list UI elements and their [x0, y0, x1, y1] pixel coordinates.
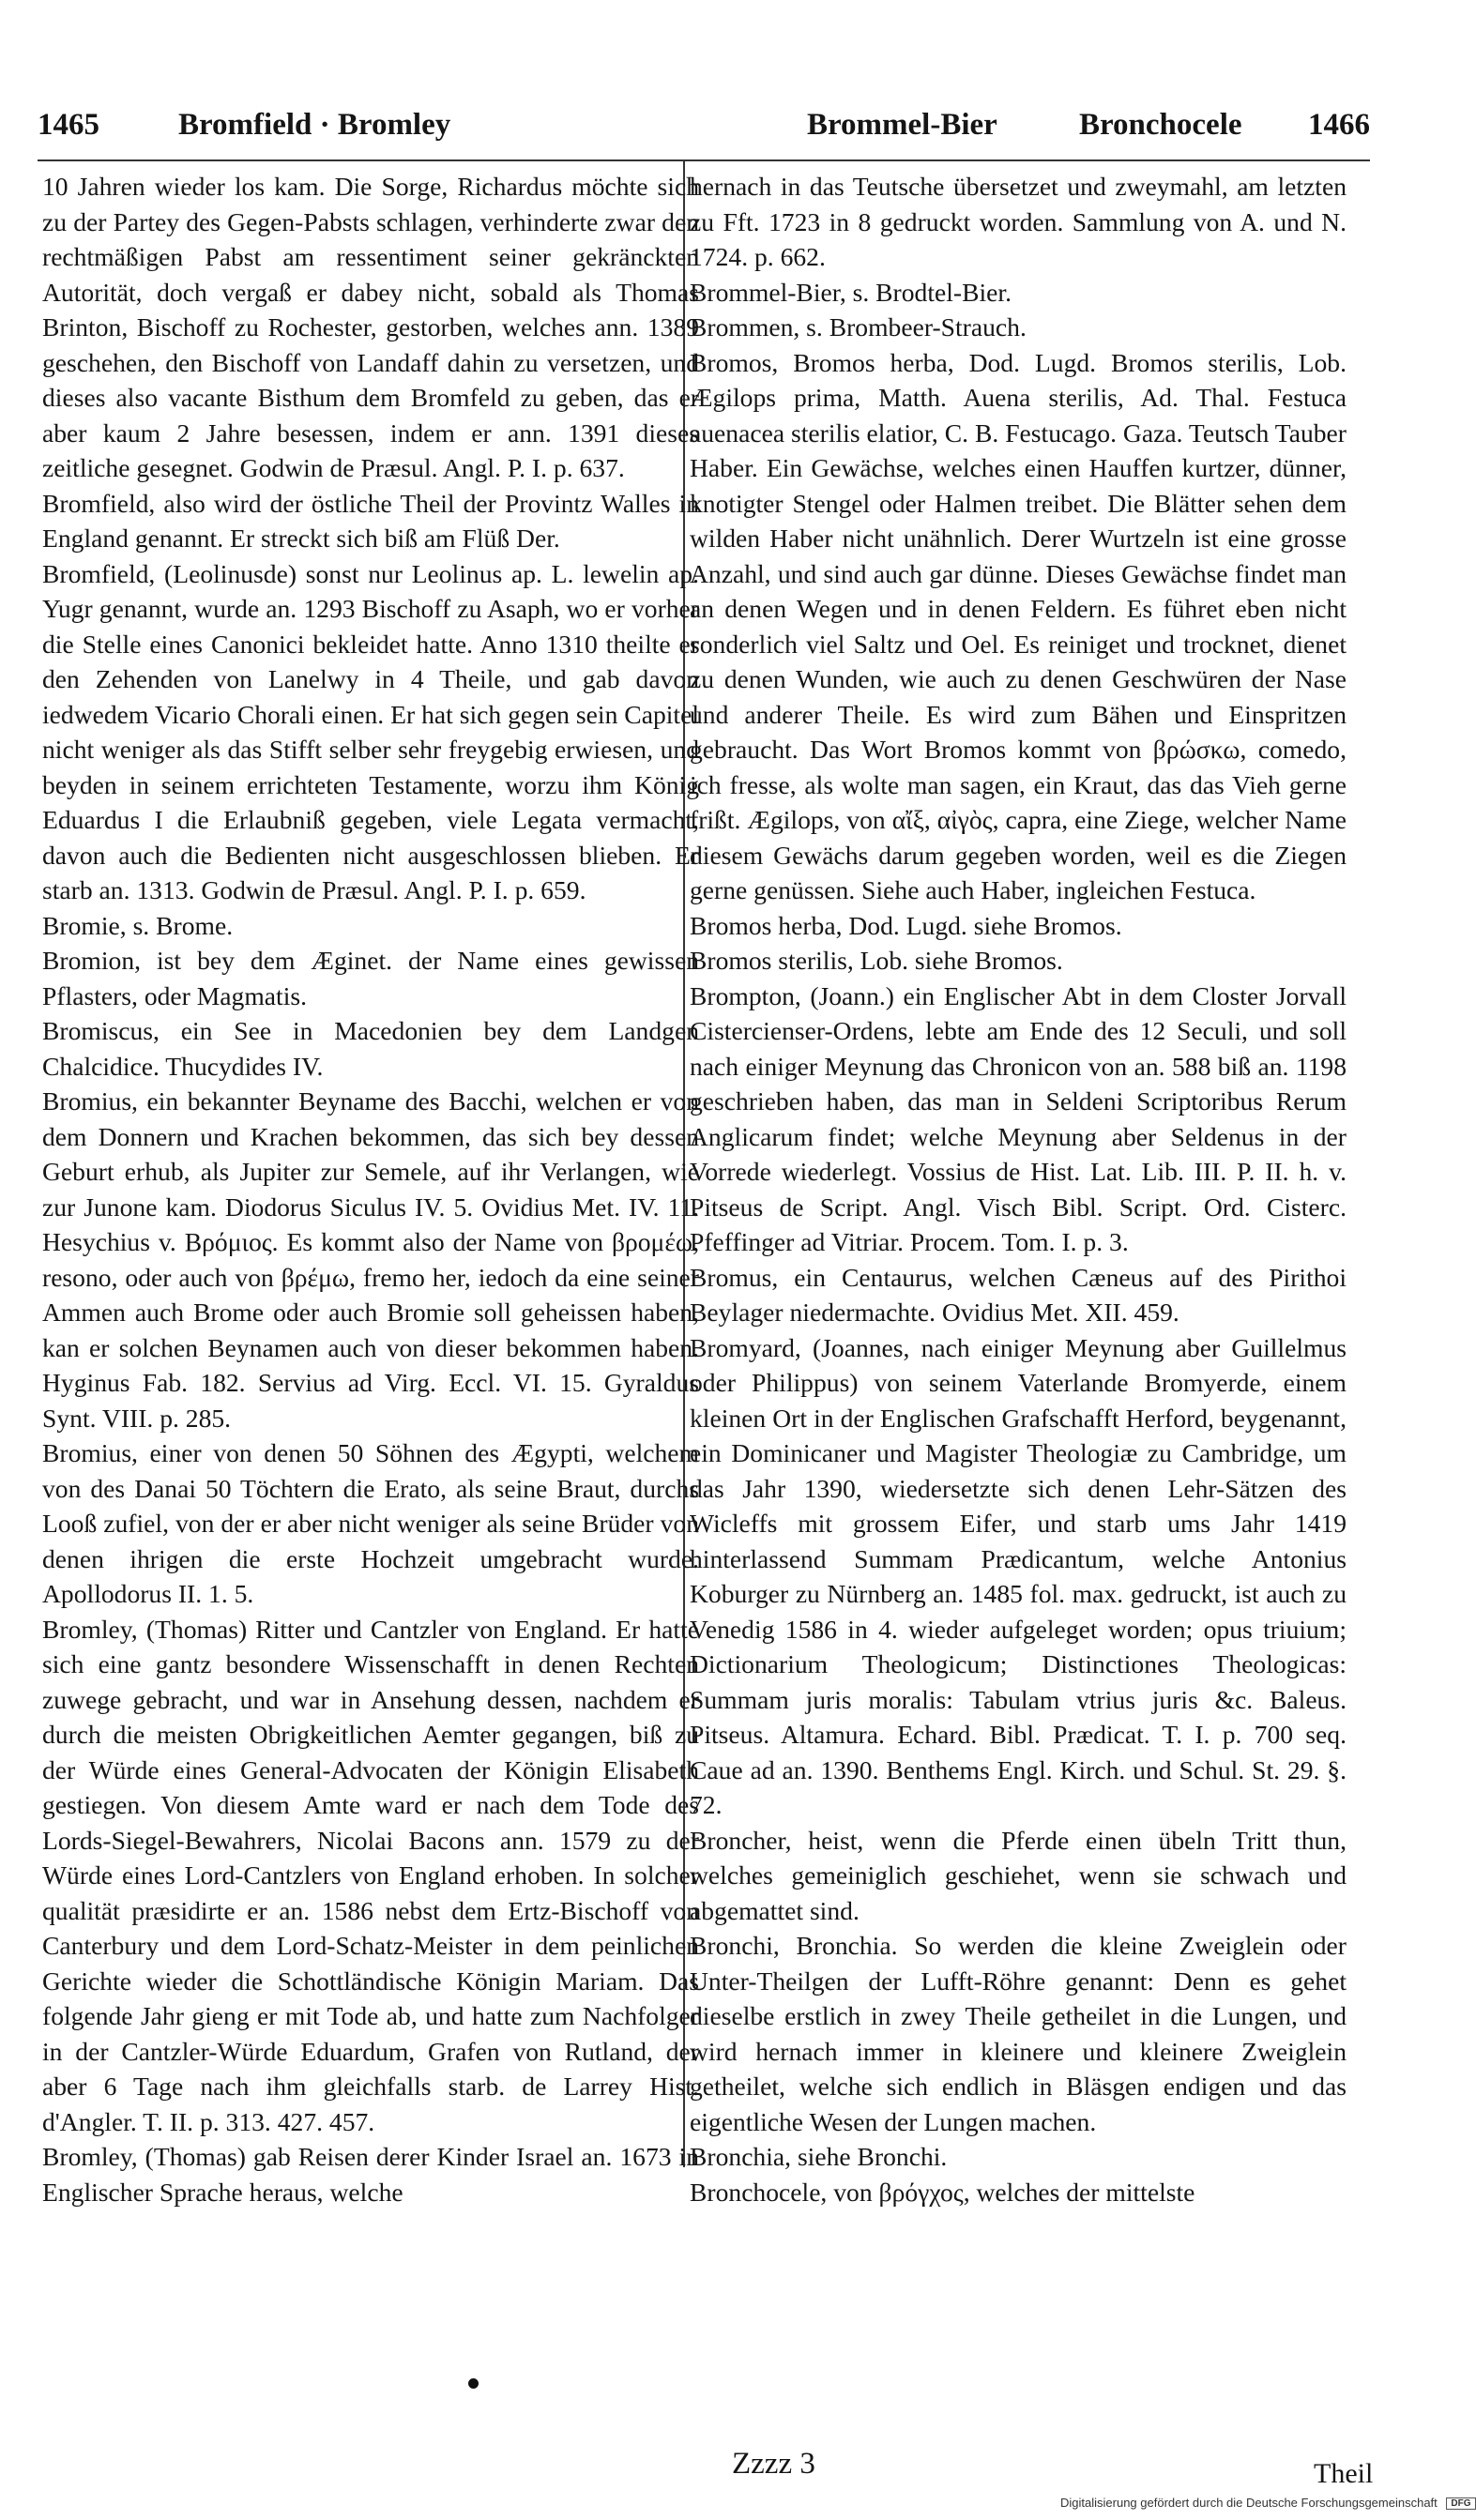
entry-paragraph: Bromiscus, ein See in Macedonien bey dem Landgen Chalcidice. Thucydides IV.: [42, 1016, 699, 1081]
entry-paragraph: Bromie, s. Brome.: [42, 910, 234, 940]
page-header: [38, 99, 1370, 155]
digitization-footer: [1060, 2496, 1476, 2510]
entry-paragraph: 10 Jahren wieder los kam. Die Sorge, Richardus möchte sich zu der Partey des Gegen-Pabsts schlagen, verhinderte zwar den rechtmäßigen Pabst am ressentiment seiner gekränckten Autorität, doch vergaß er dabey nicht, sobald als Thomas Brinton, Bischoff zu Rochester, gestorben, welches ann. 1389 geschehen, den Bischoff von Landaff dahin zu versetzen, und dieses also vacante Bisthum dem Bromfeld zu geben, das er aber kaum 2 Jahre besessen, indem er ann. 1391 dieses zeitliche gesegnet. Godwin de Præsul. Angl. P. I. p. 637.: [42, 172, 699, 482]
catchword: Theil: [1314, 2458, 1374, 2489]
dfg-logo-icon: DFG: [1446, 2497, 1475, 2510]
entry-paragraph: Bronchocele, von βρόγχος, welches der mittelste: [690, 2177, 1195, 2207]
entry-paragraph: Bromos herba, Dod. Lugd. siehe Bromos.: [690, 910, 1122, 940]
entry-paragraph: Bromius, einer von denen 50 Söhnen des Ægypti, welchem von des Danai 50 Töchtern die Erato, als seine Braut, durchs Looß zufiel, von der er aber nicht weniger als seine Brüder von denen ihrigen die erste Hochzeit umgebracht wurde. Apollodorus II. 1. 5.: [42, 1438, 699, 1608]
entry-paragraph: hernach in das Teutsche übersetzet und zweymahl, am letzten zu Fft. 1723 in 8 gedruckt worden. Sammlung von A. und N. 1724. p. 662.: [690, 172, 1347, 271]
entry-paragraph: Bromyard, (Joannes, nach einiger Meynung aber Guillelmus oder Philippus) von seinem Vaterlande Bromyerde, einem kleinen Ort in der Englischen Grafschafft Herford, beygenannt, ein Dominicaner und Magister Theologiæ zu Cambridge, um das Jahr 1390, wiedersetzte sich denen Lehr-Sätzen des Wicleffs mit grossem Eifer, und starb ums Jahr 1419 hinterlassend Summam Prædicantum, welche Antonius Koburger zu Nürnberg an. 1485 fol. max. gedruckt, ist auch zu Venedig 1586 in 4. wieder aufgeleget worden; opus triuium; Dictionarium Theologicum; Distinctiones Theologicas: Summam juris moralis: Tabulam vtrius juris &c. Baleus. Pitseus. Altamura. Echard. Bibl. Prædicat. T. I. p. 700 seq. Caue ad an. 1390. Benthems Engl. Kirch. und Schul. St. 29. §. 72.: [690, 1332, 1347, 1819]
entry-paragraph: Bronchia, siehe Bronchi.: [690, 2142, 948, 2171]
entry-paragraph: Bromfield, (Leolinusde) sonst nur Leolinus ap. L. lewelin ap. Yugr genannt, wurde an. 1293 Bischoff zu Asaph, wo er vorher die Stelle eines Canonici bekleidet hatte. Anno 1310 theilte er den Zehenden von Lanelwy in 4 Theile, und gab davon iedwedem Vicario Chorali einen. Er hat sich gegen sein Capitel nicht weniger als das Stifft selber sehr freygebig erwiesen, und beyden in seinem errichteten Testamente, worzu ihm König Eduardus I die Erlaubniß gegeben, viele Legata vermacht, davon auch die Bedienten nicht ausgeschlossen blieben. Er starb an. 1313. Godwin de Præsul. Angl. P. I. p. 659.: [42, 558, 699, 904]
entry-paragraph: Bronchi, Bronchia. So werden die kleine Zweiglein oder Unter-Theilgen der Lufft-Röhre genannt: Denn es gehet dieselbe erstlich in zwey Theile getheilet in die Lungen, und wird hernach immer in kleinere und kleinere Zweiglein getheilet, welche sich endlich in Bläsgen endigen und das eigentliche Wesen der Lungen machen.: [690, 1931, 1347, 2136]
entry-paragraph: Bromfield, also wird der östliche Theil der Provintz Walles in England genannt. Er streckt sich biß am Flüß Der.: [42, 488, 699, 553]
entry-paragraph: Bromion, ist bey dem Æginet. der Name eines gewissen Pflasters, oder Magmatis.: [42, 946, 699, 1010]
entry-paragraph: Bromus, ein Centaurus, welchen Cæneus auf des Pirithoi Beylager niedermachte. Ovidius Met. XII. 459.: [690, 1262, 1347, 1327]
header-rule: [38, 159, 1370, 161]
entry-paragraph: Bromos sterilis, Lob. siehe Bromos.: [690, 946, 1063, 975]
entry-paragraph: Bromos, Bromos herba, Dod. Lugd. Bromos sterilis, Lob. Ægilops prima, Matth. Auena sterilis, Ad. Thal. Festuca auenacea sterilis elatior, C. B. Festucago. Gaza. Teutsch Tauber Haber. Ein Gewächse, welches einen Hauffen kurtzer, dünner, knotigter Stengel oder Halmen treibet. Die Blätter sehen dem wilden Haber nicht unähnlich. Derer Wurtzeln ist eine grosse Anzahl, und sind auch gar dünne. Dieses Gewächse findet man an denen Wegen und in denen Feldern. Es führet eben nicht sonderlich viel Saltz und Oel. Es reiniget und trocknet, dienet zu denen Wunden, wie auch zu denen Geschwüren der Nase und anderer Theile. Es wird zum Bähen und Einspritzen gebraucht. Das Wort Bromos kommt von βρώσκω, comedo, ich fresse, als wolte man sagen, ein Kraut, das das Vieh gerne frißt. Ægilops, von αἴξ, αἰγὸς, capra, eine Ziege, welcher Name diesem Gewächs darum gegeben worden, weil es die Ziegen gerne genüssen. Siehe auch Haber, ingleichen Festuca.: [690, 347, 1347, 904]
right-running-title-2: Bronchocele: [1079, 108, 1242, 142]
right-column: [690, 169, 1347, 2209]
left-page-number: 1465: [38, 108, 99, 142]
entry-paragraph: Brompton, (Joann.) ein Englischer Abt in dem Closter Jorvall Cistercienser-Ordens, lebte am Ende des 12 Seculi, und soll nach einiger Meynung das Chronicon von an. 588 biß an. 1198 geschrieben haben, das man in Seldeni Scriptoribus Rerum Anglicarum findet; welche Meynung aber Seldenus in der Vorrede wiederlegt. Vossius de Hist. Lat. Lib. III. P. II. h. v. Pitseus de Script. Angl. Visch Bibl. Script. Ord. Cisterc. Pfeffinger ad Vitriar. Procem. Tom. I. p. 3.: [690, 980, 1347, 1256]
entry-paragraph: Brommen, s. Brombeer-Strauch.: [690, 312, 1027, 342]
entry-paragraph: Bromius, ein bekannter Beyname des Bacchi, welchen er von dem Donnern und Krachen bekommen, das sich bey dessen Geburt erhub, als Jupiter zur Semele, auf ihr Verlangen, wie zur Junone kam. Diodorus Siculus IV. 5. Ovidius Met. IV. 11. Hesychius v. Βρόμιος. Es kommt also der Name von βρομέω, resono, oder auch von βρέμω, fremo her, iedoch da eine seiner Ammen auch Brome oder auch Bromie soll geheissen haben, kan er solchen Beynamen auch von dieser bekommen haben. Hyginus Fab. 182. Servius ad Virg. Eccl. VI. 15. Gyraldus Synt. VIII. p. 285.: [42, 1086, 699, 1433]
entry-paragraph: Brommel-Bier, s. Brodtel-Bier.: [690, 277, 1012, 307]
signature-mark: Zzzz 3: [732, 2447, 815, 2481]
left-column: [42, 169, 699, 2209]
right-running-title-1: Brommel-Bier: [807, 108, 997, 142]
footer-text: Digitalisierung gefördert durch die Deutsche Forschungsgemeinschaft: [1060, 2496, 1438, 2510]
entry-paragraph: Broncher, heist, wenn die Pferde einen übeln Tritt thun, welches gemeiniglich geschiehet, wenn sie schwach und abgemattet sind.: [690, 1825, 1347, 1925]
entry-paragraph: Bromley, (Thomas) Ritter und Cantzler von England. Er hatte sich eine gantz besondere Wissenschafft in denen Rechten zuwege gebracht, und war in Ansehung dessen, nachdem er durch die meisten Obrigkeitlichen Aemter gegangen, biß zu der Würde eines General-Advocaten der Königin Elisabeth gestiegen. Von diesem Amte ward er nach dem Tode des Lords-Siegel-Bewahrers, Nicolai Bacons ann. 1579 zu der Würde eines Lord-Cantzlers von England erhoben. In solcher qualität præsidirte er an. 1586 nebst dem Ertz-Bischoff von Canterbury und dem Lord-Schatz-Meister in dem peinlichen Gerichte wieder die Schottländische Königin Mariam. Das folgende Jahr gieng er mit Tode ab, und hatte zum Nachfolger in der Cantzler-Würde Eduardum, Grafen von Rutland, der aber 6 Tage nach ihm gleichfalls starb. de Larrey Hist. d'Angler. T. II. p. 313. 427. 457.: [42, 1614, 699, 2136]
left-running-title: Bromfield · Bromley: [178, 108, 451, 142]
right-page-number: 1466: [1308, 108, 1370, 142]
entry-paragraph: Bromley, (Thomas) gab Reisen derer Kinder Israel an. 1673 in Englischer Sprache heraus, welche: [42, 2142, 699, 2207]
ink-dot: [468, 2378, 479, 2389]
